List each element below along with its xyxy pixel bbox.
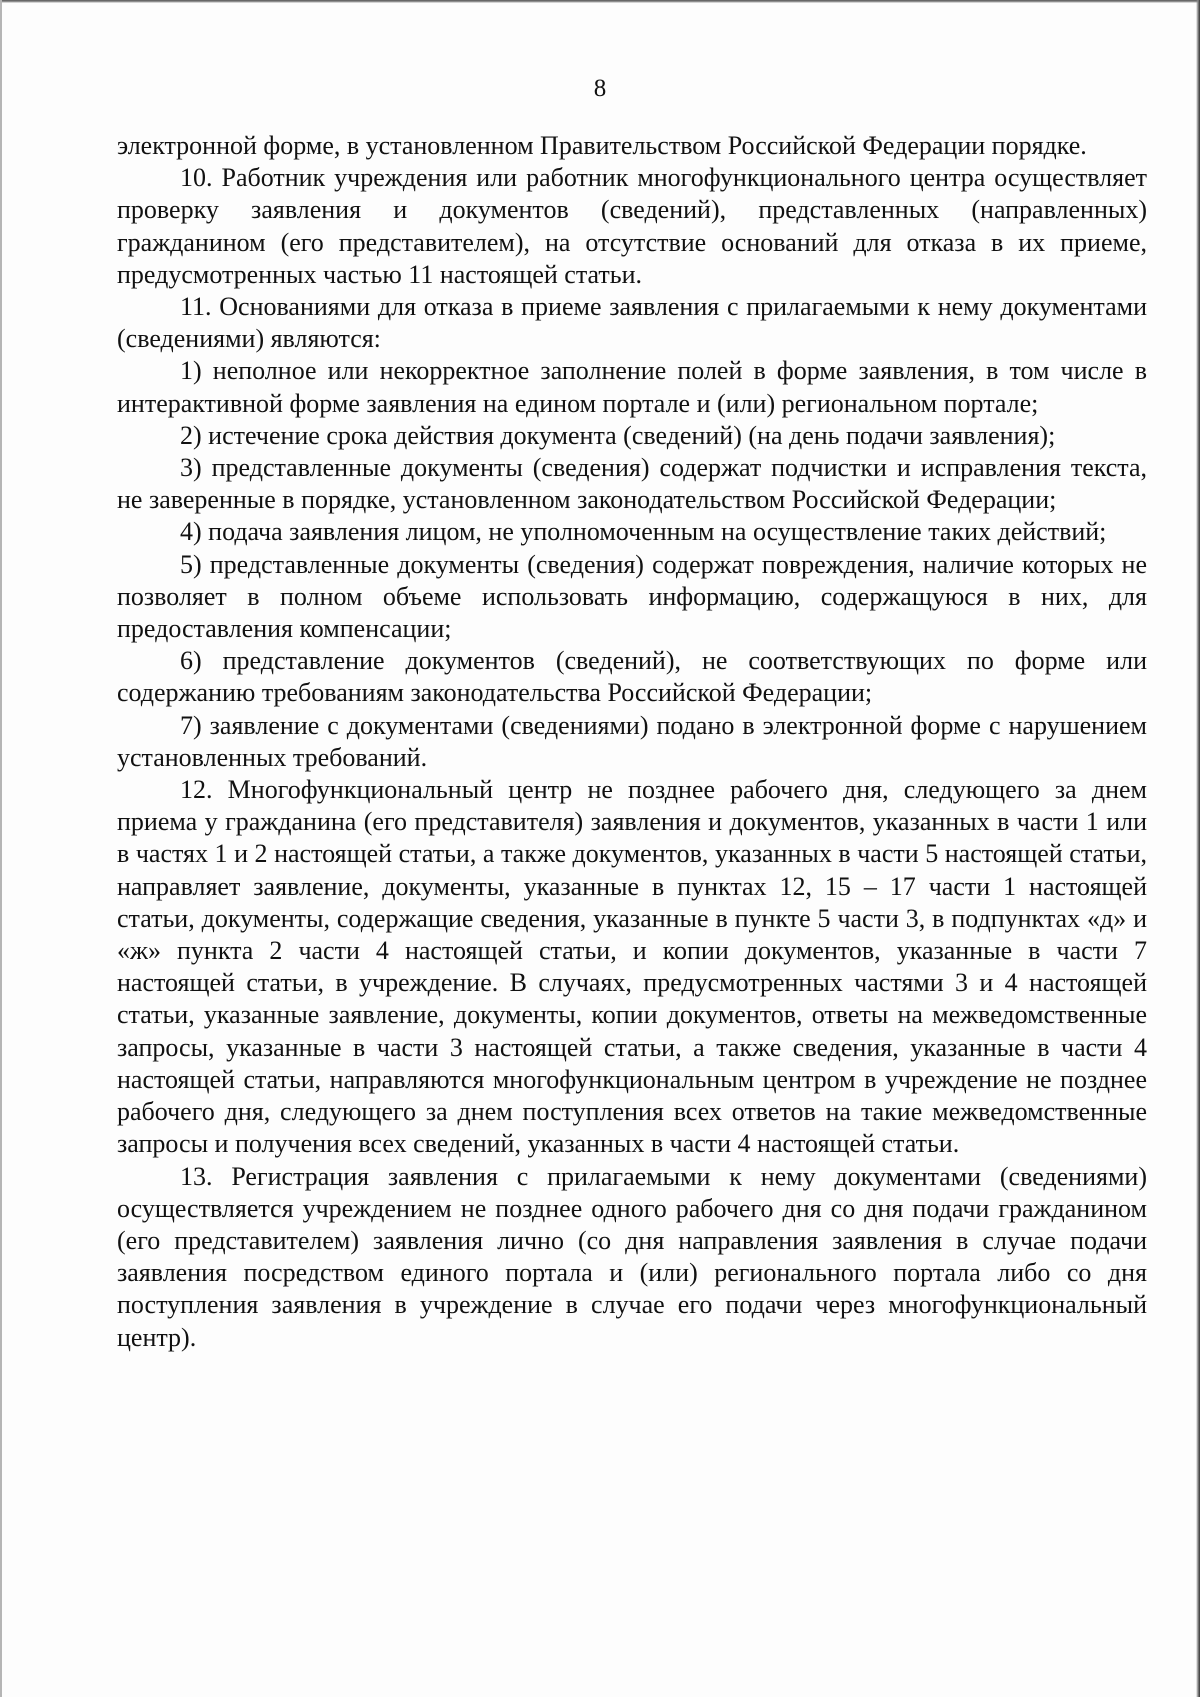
list-item-3: 3) представленные документы (сведения) содержат подчистки и исправления текста, не заверенные в порядке, установленном законодательством Российской Федерации; — [117, 453, 1147, 515]
paragraph-12: 12. Многофункциональный центр не позднее рабочего дня, следующего за днем приема у гражданина (его представителя) заявления и документов, указанных в части 1 или в частях 1 и 2 настоящей статьи, а также документов, указанных в части 5 настоящей статьи, направляет заявление, документы, указанные в пунктах 12, 15 – 17 части 1 настоящей статьи, документы, содержащие сведения, указанные в пункте 5 части 3, в подпунктах «д» и «ж» пункта 2 части 4 настоящей статьи, и копии документов, указанные в части 7 настоящей статьи, в учреждение. В случаях, предусмотренных частями 3 и 4 настоящей статьи, указанные заявление, документы, копии документов, ответы на межведомственные запросы, указанные в части 3 настоящей статьи, а также сведения, указанные в части 4 настоящей статьи, направляются многофункциональным центром в учреждение не позднее рабочего дня, следующего за днем поступления всех ответов на такие межведомственные запросы и получения всех сведений, указанных в части 4 настоящей статьи. — [117, 775, 1147, 1159]
paragraph-11: 11. Основаниями для отказа в приеме заявления с прилагаемыми к нему документами (сведениями) являются: — [117, 292, 1147, 354]
list-item-4: 4) подача заявления лицом, не уполномоченным на осуществление таких действий; — [180, 517, 1107, 547]
paragraph-13: 13. Регистрация заявления с прилагаемыми к нему документами (сведениями) осуществляется учреждением не позднее одного рабочего дня со дня подачи гражданином (его представителем) заявления лично (со дня направления заявления в случае подачи заявления посредством единого портала и (или) регионального портала либо со дня поступления заявления в учреждение в случае его подачи через многофункциональный центр). — [117, 1161, 1147, 1352]
list-item-1: 1) неполное или некорректное заполнение полей в форме заявления, в том числе в интерактивной форме заявления на едином портале и (или) региональном портале; — [117, 356, 1147, 418]
paragraph-continuation: электронной форме, в установленном Правительством Российской Федерации порядке. — [117, 131, 1087, 160]
list-item-7: 7) заявление с документами (сведениями) подано в электронной форме с нарушением установленных требований. — [117, 710, 1147, 772]
paragraph-10: 10. Работник учреждения или работник многофункционального центра осуществляет проверку заявления и документов (сведений), представленных (направленных) гражданином (его представителем), на отсутствие оснований для отказа в их приеме, предусмотренных частью 11 настоящей статьи. — [117, 163, 1147, 289]
page-number: 8 — [593, 75, 607, 102]
document-body — [117, 130, 1147, 1354]
scan-edge-right — [1196, 0, 1200, 1697]
scan-edge-left — [0, 0, 2, 1697]
scan-edge-top — [0, 0, 1200, 3]
list-item-2: 2) истечение срока действия документа (сведений) (на день подачи заявления); — [180, 420, 1056, 450]
list-item-5: 5) представленные документы (сведения) содержат повреждения, наличие которых не позволяет в полном объеме использовать информацию, содержащуюся в них, для предоставления компенсации; — [117, 549, 1147, 644]
list-item-6: 6) представление документов (сведений), не соответствующих по форме или содержанию требованиям законодательства Российской Федерации; — [117, 646, 1147, 708]
